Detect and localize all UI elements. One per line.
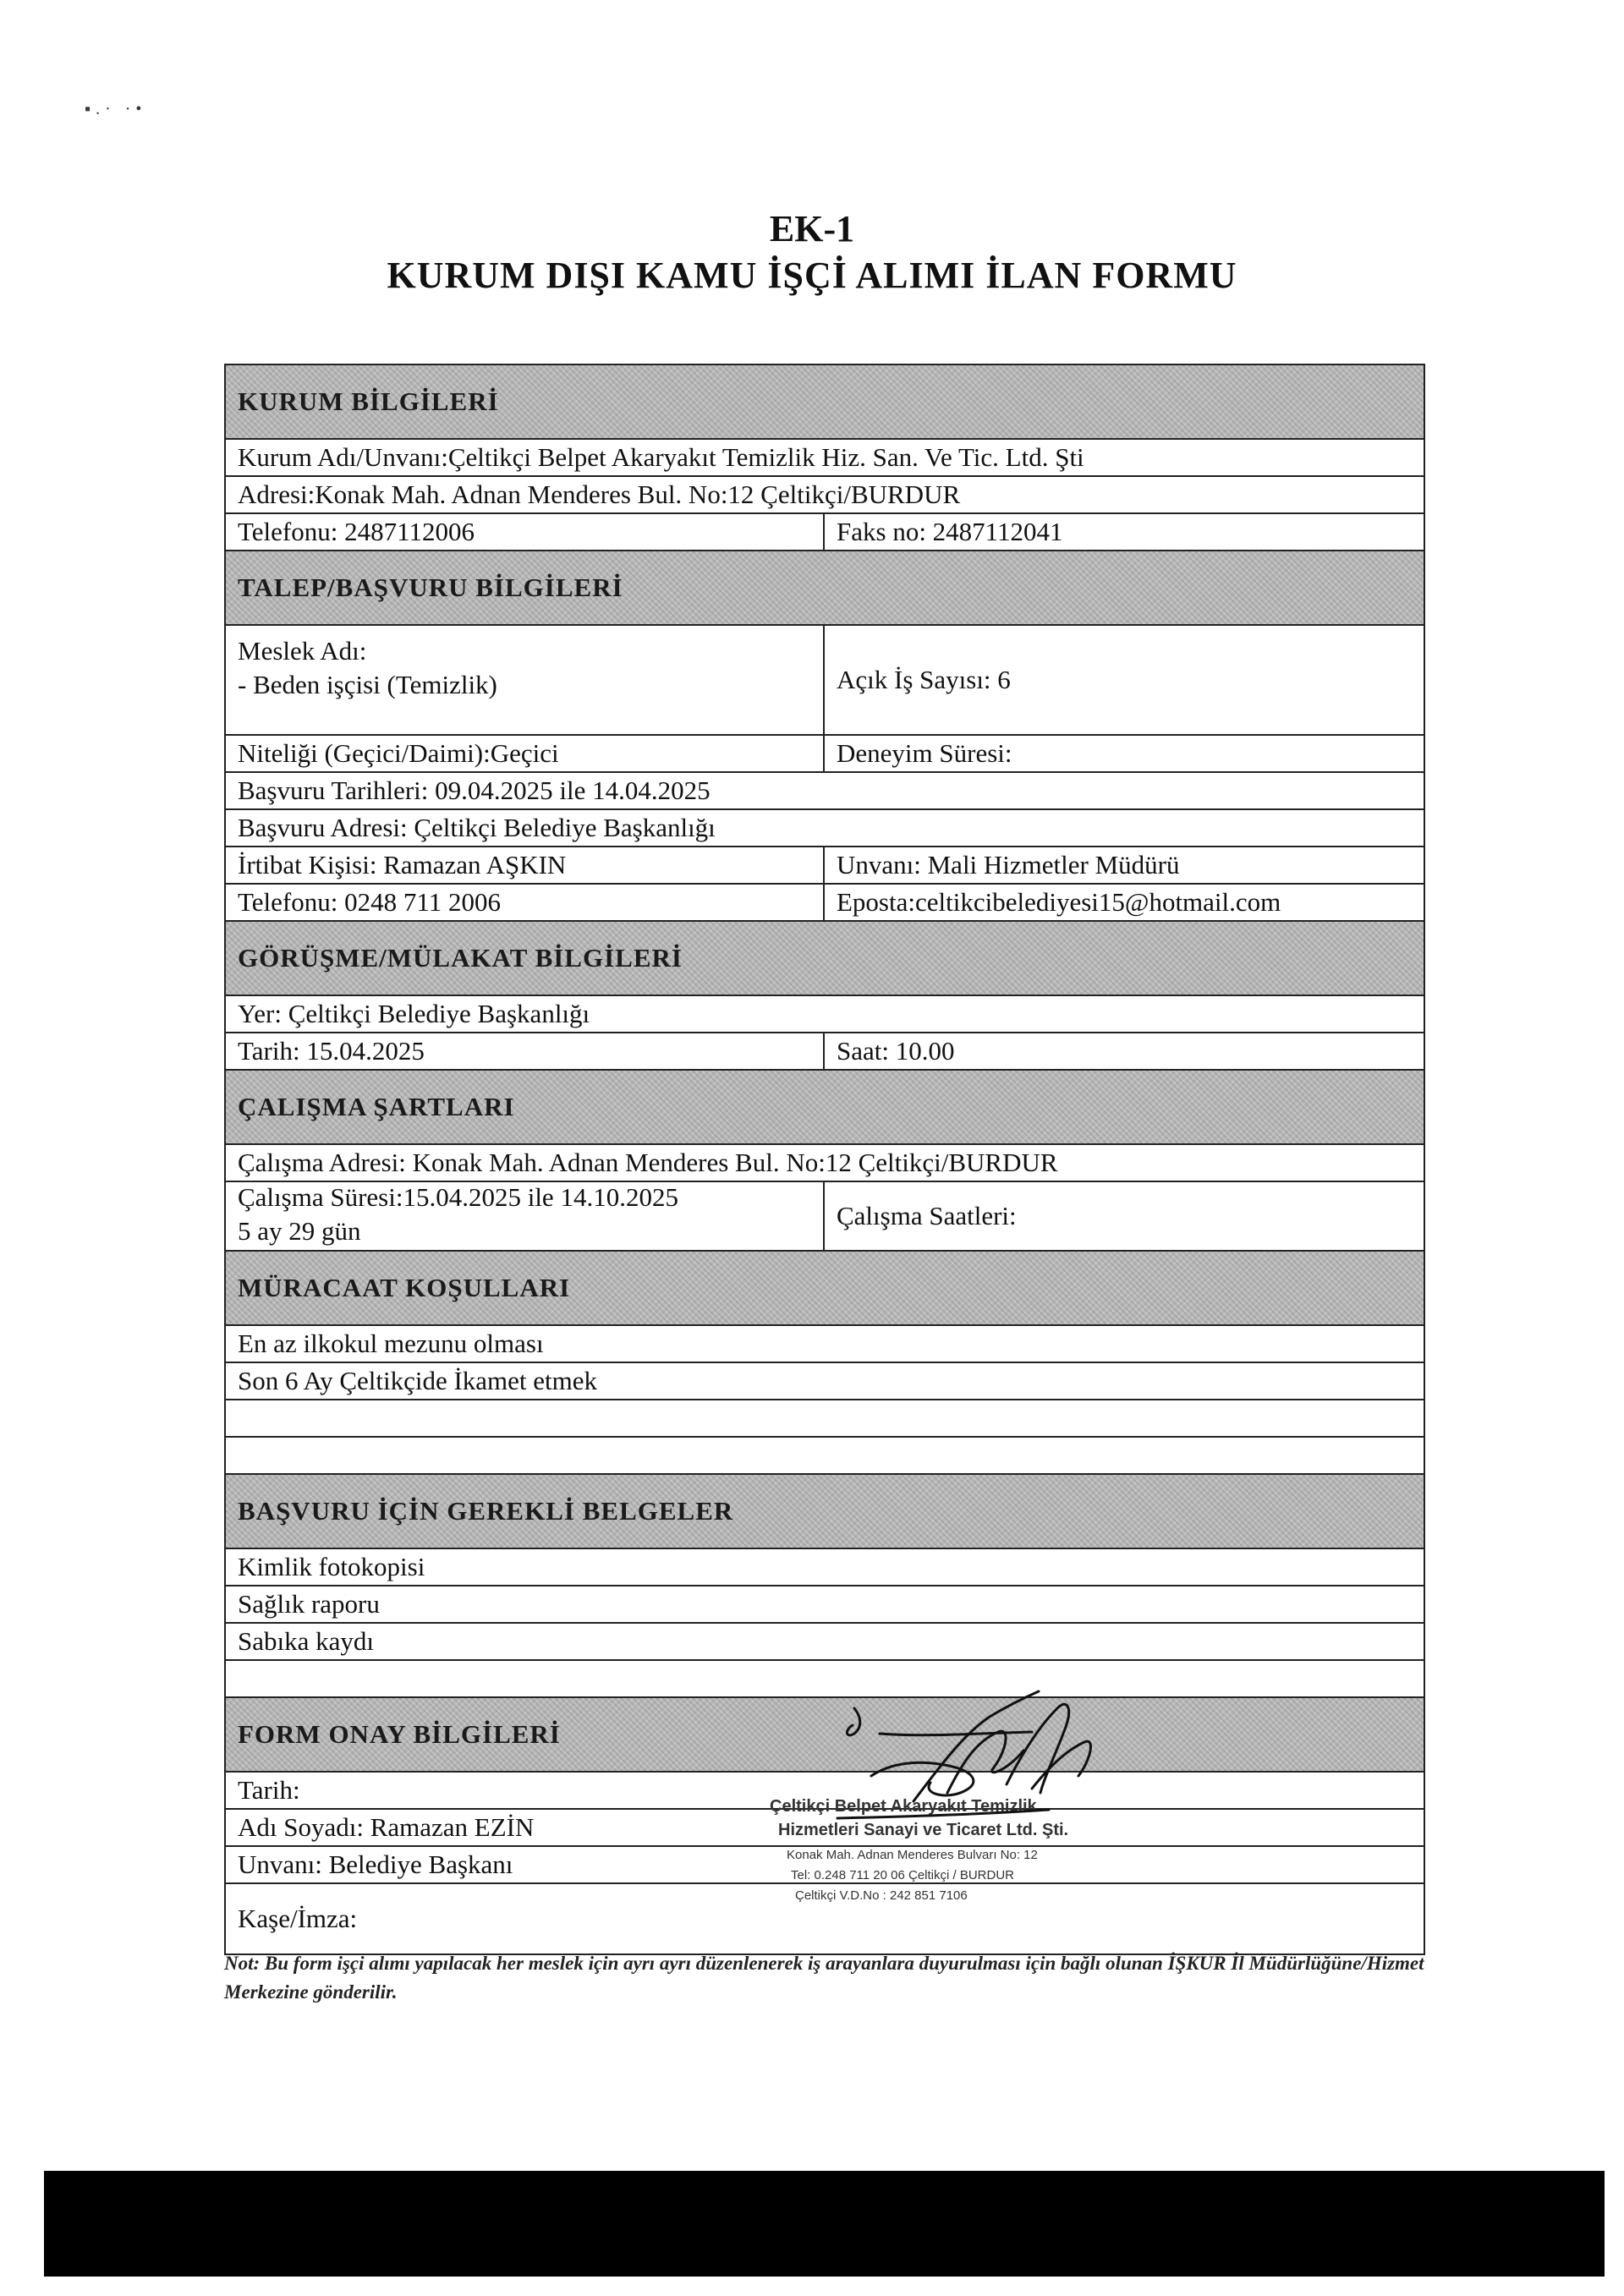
- calisma-adresi: Çalışma Adresi: Konak Mah. Adnan Menderes Bul. No:12 Çeltikçi/BURDUR: [238, 1148, 1058, 1177]
- onay-unvan: Unvanı: Belediye Başkanı: [238, 1849, 513, 1879]
- meslek-label: Meslek Adı:: [238, 636, 367, 666]
- stamp-line: Çeltikçi Belpet Akaryakıt Temizlik: [770, 1797, 1037, 1816]
- muracaat-item: [226, 1400, 1424, 1436]
- note-label: Not:: [224, 1953, 261, 1974]
- section-belgeler-header: BAŞVURU İÇİN GEREKLİ BELGELER: [226, 1475, 1424, 1549]
- calisma-suresi-cell: [226, 1182, 825, 1250]
- section-muracaat-header: MÜRACAAT KOŞULLARI: [226, 1252, 1424, 1326]
- kurum-adres: Adresi:Konak Mah. Adnan Menderes Bul. No:12 Çeltikçi/BURDUR: [238, 479, 961, 509]
- onay-tarih: Tarih:: [238, 1775, 300, 1805]
- note-text: Bu form işçi alımı yapılacak her meslek için ayrı ayrı düzenlenerek iş arayanlara duyurulması için bağlı olunan İŞKUR İl Müdürlüğüne/Hizmet Merkezine gönderilir.: [224, 1953, 1424, 2003]
- gorusme-tarih: Tarih: 15.04.2025: [226, 1033, 825, 1069]
- meslek-adi-cell: [226, 626, 825, 734]
- section-onay-header: FORM ONAY BİLGİLERİ: [226, 1698, 1424, 1773]
- calisma-suresi-gun: 5 ay 29 gün: [238, 1216, 361, 1246]
- irtibat-unvan: Unvanı: Mali Hizmetler Müdürü: [837, 850, 1180, 879]
- section-talep-header: TALEP/BAŞVURU BİLGİLERİ: [226, 551, 1424, 626]
- basvuru-adresi: Başvuru Adresi: Çeltikçi Belediye Başkanlığı: [238, 813, 716, 842]
- gorusme-saat: Saat: 10.00: [837, 1036, 955, 1066]
- gorusme-yer: Yer: Çeltikçi Belediye Başkanlığı: [238, 999, 590, 1028]
- kurum-adi: Kurum Adı/Unvanı:Çeltikçi Belpet Akaryakıt Temizlik Hiz. San. Ve Tic. Ltd. Şti: [238, 442, 1084, 472]
- basvuru-tarihleri: Başvuru Tarihleri: 09.04.2025 ile 14.04.2025: [238, 775, 710, 805]
- irtibat-telefon: Telefonu: 0248 711 2006: [226, 885, 825, 920]
- calisma-saatleri: Çalışma Saatleri:: [837, 1201, 1017, 1230]
- onay-kase-imza: Kaşe/İmza:: [238, 1904, 358, 1933]
- deneyim-suresi: Deneyim Süresi:: [837, 738, 1012, 768]
- footer-note: [224, 1949, 1434, 2007]
- muracaat-item: [226, 1438, 1424, 1473]
- stamp-line: Konak Mah. Adnan Menderes Bulvarı No: 12: [787, 1848, 1038, 1862]
- irtibat-kisisi: İrtibat Kişisi: Ramazan AŞKIN: [226, 847, 825, 883]
- scan-artifact: ▪.· ·•: [85, 100, 147, 118]
- meslek-value: - Beden işçisi (Temizlik): [238, 670, 497, 699]
- section-gorusme-header: GÖRÜŞME/MÜLAKAT BİLGİLERİ: [226, 922, 1424, 996]
- belge-item: Sabıka kaydı: [238, 1626, 374, 1656]
- kurum-faks: Faks no: 2487112041: [837, 517, 1063, 546]
- form-code: EK-1: [769, 208, 855, 249]
- belge-item: Sağlık raporu: [238, 1589, 380, 1619]
- kurum-telefon: Telefonu: 2487112006: [226, 514, 825, 550]
- section-calisma-header: ÇALIŞMA ŞARTLARI: [226, 1071, 1424, 1145]
- signature-stamp: [753, 1683, 1142, 1928]
- muracaat-item: Son 6 Ay Çeltikçide İkamet etmek: [238, 1366, 598, 1395]
- calisma-suresi: Çalışma Süresi:15.04.2025 ile 14.10.2025: [238, 1182, 678, 1212]
- acik-is-sayisi: Açık İş Sayısı: 6: [837, 665, 1011, 694]
- page-title: KURUM DIŞI KAMU İŞÇİ ALIMI İLAN FORMU: [387, 255, 1237, 296]
- scan-black-bar: [44, 2171, 1605, 2277]
- stamp-line: Hizmetleri Sanayi ve Ticaret Ltd. Şti.: [778, 1821, 1069, 1839]
- section-kurum-header: KURUM BİLGİLERİ: [226, 365, 1424, 440]
- nitelik: Niteliği (Geçici/Daimi):Geçici: [226, 736, 825, 771]
- onay-adi-soyadi: Adı Soyadı: Ramazan EZİN: [238, 1812, 535, 1842]
- muracaat-item: En az ilkokul mezunu olması: [238, 1329, 544, 1358]
- stamp-line: Tel: 0.248 711 20 06 Çeltikçi / BURDUR: [791, 1868, 1015, 1882]
- stamp-line: Çeltikçi V.D.No : 242 851 7106: [795, 1888, 968, 1903]
- irtibat-eposta: Eposta:celtikcibelediyesi15@hotmail.com: [837, 887, 1281, 917]
- belge-item: Kimlik fotokopisi: [238, 1552, 425, 1581]
